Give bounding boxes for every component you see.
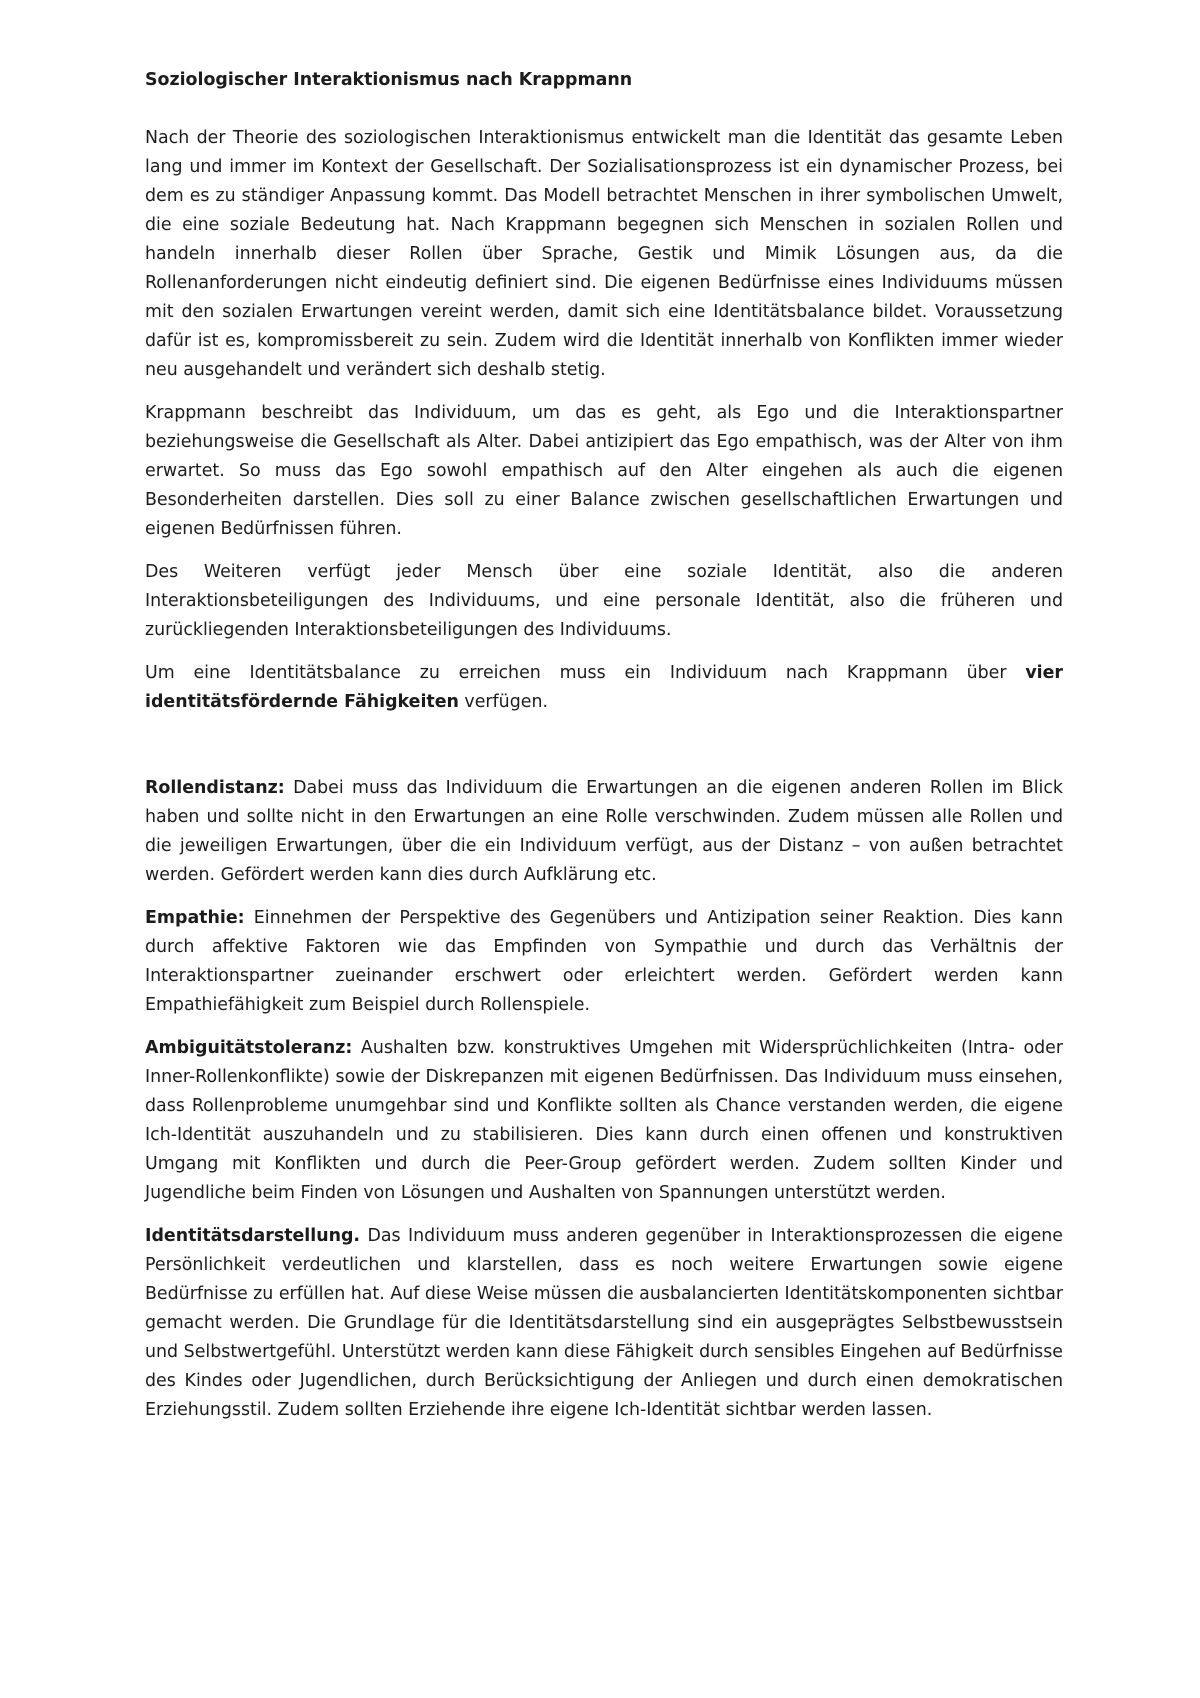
intro-paragraph-identities: Des Weiteren verfügt jeder Mensch über eine soziale Identität, also die anderen Interaktionsbeteiligungen des Individuums, und eine personale Identität, also die früheren und zurückliegenden Interaktionsbeteiligungen des Individuums.	[145, 562, 1063, 640]
ability-description: Einnehmen der Perspektive des Gegenübers und Antizipation seiner Reaktion. Dies kann durch affektive Faktoren wie das Empfinden von Sympathie und durch das Verhältnis der Interaktionspartner zueinander erschwert oder erleichtert werden. Gefördert werden kann Empathiefähigkeit zum Beispiel durch Rollenspiele.	[145, 908, 1063, 1015]
ability-rollendistanz	[145, 774, 1063, 890]
ability-description: Das Individuum muss anderen gegenüber in Interaktionsprozessen die eigene Persönlichkeit verdeutlichen und klarstellen, dass es noch weitere Erwartungen sowie eigene Bedürfnisse zu erfüllen hat. Auf diese Weise müssen die ausbalancierten Identitätskomponenten sichtbar gemacht werden. Die Grundlage für die Identitätsdarstellung sind ein ausgeprägtes Selbstbewusstsein und Selbstwertgefühl. Unterstützt werden kann diese Fähigkeit durch sensibles Eingehen auf Bedürfnisse des Kindes oder Jugendlichen, durch Berücksichtigung der Anliegen und durch einen demokratischen Erziehungsstil. Zudem sollten Erziehende ihre eigene Ich-Identität sichtbar werden lassen.	[145, 1226, 1063, 1420]
ability-identitaetsdarstellung	[145, 1222, 1063, 1425]
intro-paragraph-ego-alter: Krappmann beschreibt das Individuum, um das es geht, als Ego und die Interaktionspartner beziehungsweise die Gesellschaft als Alter. Dabei antizipiert das Ego empathisch, was der Alter von ihm erwartet. So muss das Ego sowohl empathisch auf den Alter eingehen als auch die eigenen Besonderheiten darstellen. Dies soll zu einer Balance zwischen gesellschaftlichen Erwartungen und eigenen Bedürfnissen führen.	[145, 403, 1063, 539]
ability-empathie	[145, 904, 1063, 1020]
intro-paragraph-theory: Nach der Theorie des soziologischen Interaktionismus entwickelt man die Identität das gesamte Leben lang und immer im Kontext der Gesellschaft. Der Sozialisationsprozess ist ein dynamischer Prozess, bei dem es zu ständiger Anpassung kommt. Das Modell betrachtet Menschen in ihrer symbolischen Umwelt, die eine soziale Bedeutung hat. Nach Krappmann begegnen sich Menschen in sozialen Rollen und handeln innerhalb dieser Rollen über Sprache, Gestik und Mimik Lösungen aus, da die Rollenanforderungen nicht eindeutig definiert sind. Die eigenen Bedürfnisse eines Individuums müssen mit den sozialen Erwartungen vereint werden, damit sich eine Identitätsbalance bildet. Voraussetzung dafür ist es, kompromissbereit zu sein. Zudem wird die Identität innerhalb von Konflikten immer wieder neu ausgehandelt und verändert sich deshalb stetig.	[145, 128, 1063, 380]
summary-text-after: verfügen.	[458, 692, 548, 712]
document-title: Soziologischer Interaktionismus nach Krappmann	[145, 70, 633, 90]
ability-term: Empathie:	[145, 908, 245, 928]
ability-term: Identitätsdarstellung.	[145, 1226, 361, 1246]
ability-term: Rollendistanz:	[145, 778, 285, 798]
ability-term: Ambiguitätstoleranz:	[145, 1038, 353, 1058]
ability-description: Dabei muss das Individuum die Erwartungen an die eigenen anderen Rollen im Blick haben und sollte nicht in den Erwartungen an eine Rolle verschwinden. Zudem müssen alle Rollen und die jeweiligen Erwartungen, über die ein Individuum verfügt, aus der Distanz – von außen betrachtet werden. Gefördert werden kann dies durch Aufklärung etc.	[145, 778, 1063, 885]
section-spacer	[145, 731, 1063, 774]
summary-paragraph	[145, 659, 1063, 717]
ability-ambiguitaetstoleranz	[145, 1034, 1063, 1208]
summary-text-before: Um eine Identitätsbalance zu erreichen muss ein Individuum nach Krappmann über	[145, 663, 1026, 683]
document-page	[145, 66, 1063, 1439]
ability-description: Aushalten bzw. konstruktives Umgehen mit Widersprüchlichkeiten (Intra- oder Inner-Rollenkonflikte) sowie der Diskrepanzen mit eigenen Bedürfnissen. Das Individuum muss einsehen, dass Rollenprobleme unumgehbar sind und Konflikte sollten als Chance verstanden werden, die eigene Ich-Identität auszuhandeln und zu stabilisieren. Dies kann durch einen offenen und konstruktiven Umgang mit Konflikten und durch die Peer-Group gefördert werden. Zudem sollten Kinder und Jugendliche beim Finden von Lösungen und Aushalten von Spannungen unterstützt werden.	[145, 1038, 1063, 1203]
summary-emphasis: vier identitätsfördernde Fähigkeiten	[145, 663, 1063, 712]
